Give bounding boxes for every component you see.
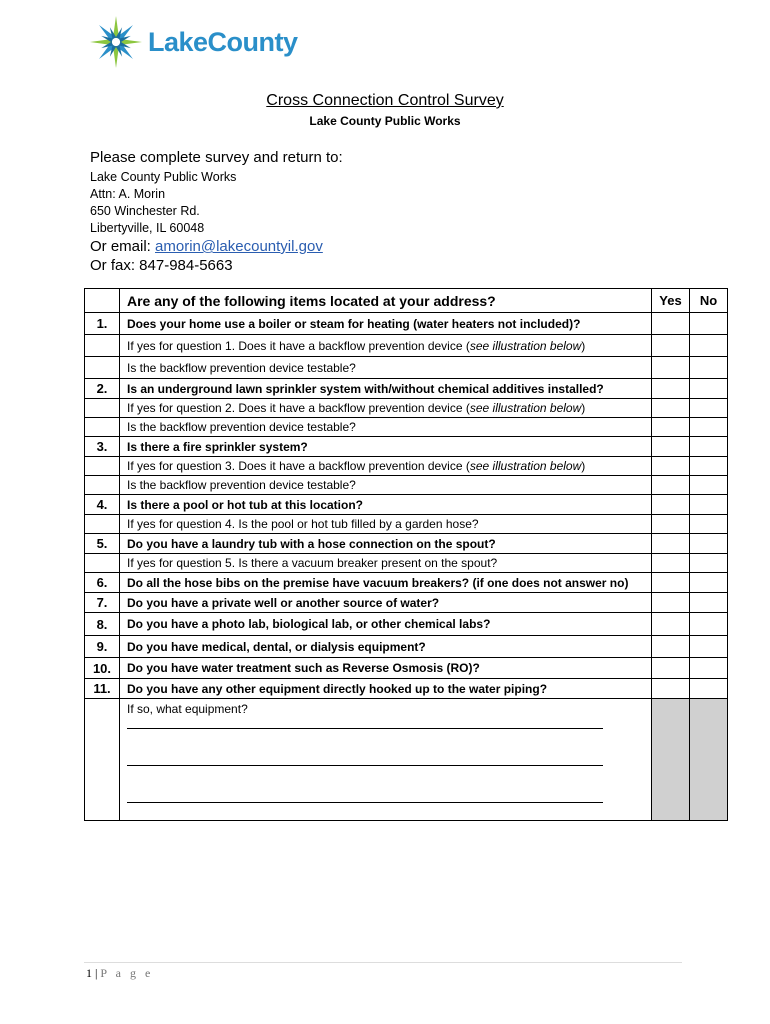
address-line-street: 650 Winchester Rd.: [90, 204, 200, 218]
question-number: 3.: [85, 437, 120, 457]
no-cell[interactable]: [690, 335, 728, 357]
question-number: [85, 457, 120, 476]
table-row: [85, 534, 728, 554]
table-row: [85, 679, 728, 699]
yes-cell[interactable]: [652, 554, 690, 573]
table-row: [85, 573, 728, 593]
question-text: Do you have a private well or another source of water?: [120, 593, 652, 613]
page-subtitle: Lake County Public Works: [309, 114, 461, 128]
question-text: If yes for question 2. Does it have a backflow prevention device (see illustration below): [120, 399, 652, 418]
yes-cell[interactable]: [652, 357, 690, 379]
question-number: [85, 418, 120, 437]
question-text: Do you have water treatment such as Reverse Osmosis (RO)?: [120, 658, 652, 679]
table-row: [85, 658, 728, 679]
table-row: [85, 313, 728, 335]
question-number: [85, 515, 120, 534]
header-yes: Yes: [652, 289, 690, 313]
question-number: [85, 335, 120, 357]
question-number: 9.: [85, 636, 120, 658]
question-text: Does your home use a boiler or steam for heating (water heaters not included)?: [120, 313, 652, 335]
question-number: [85, 476, 120, 495]
yes-cell[interactable]: [652, 418, 690, 437]
address-line-city: Libertyville, IL 60048: [90, 221, 205, 235]
question-number: 1.: [85, 313, 120, 335]
no-cell[interactable]: [690, 437, 728, 457]
table-row: [85, 636, 728, 658]
yes-cell[interactable]: [652, 335, 690, 357]
yes-cell[interactable]: [652, 437, 690, 457]
table-row: [85, 399, 728, 418]
table-row: [85, 554, 728, 573]
question-text: Is the backflow prevention device testable?: [120, 357, 652, 379]
table-row: [85, 437, 728, 457]
yes-cell[interactable]: [652, 313, 690, 335]
question-number: [85, 554, 120, 573]
equipment-row: [85, 699, 728, 821]
question-number: [85, 699, 120, 821]
table-row: [85, 418, 728, 437]
equipment-question: [120, 699, 652, 821]
question-text: Is the backflow prevention device testable?: [120, 476, 652, 495]
table-row: [85, 593, 728, 613]
no-cell[interactable]: [690, 357, 728, 379]
no-cell[interactable]: [690, 418, 728, 437]
question-number: 5.: [85, 534, 120, 554]
table-row: [85, 335, 728, 357]
yes-cell-disabled: [652, 699, 690, 821]
question-text: Is the backflow prevention device testable?: [120, 418, 652, 437]
question-text: If yes for question 3. Does it have a backflow prevention device (see illustration below): [120, 457, 652, 476]
table-row: [85, 515, 728, 534]
question-number: 6.: [85, 573, 120, 593]
table-row: [85, 476, 728, 495]
no-cell[interactable]: [690, 515, 728, 534]
no-cell[interactable]: [690, 658, 728, 679]
question-text: Is there a pool or hot tub at this location?: [120, 495, 652, 515]
yes-cell[interactable]: [652, 593, 690, 613]
table-row: [85, 357, 728, 379]
question-number: 10.: [85, 658, 120, 679]
question-text: Do you have medical, dental, or dialysis equipment?: [120, 636, 652, 658]
yes-cell[interactable]: [652, 534, 690, 554]
email-label: Or email:: [90, 238, 156, 255]
question-text: Is an underground lawn sprinkler system with/without chemical additives installed?: [120, 379, 652, 399]
yes-cell[interactable]: [652, 399, 690, 418]
table-row: [85, 379, 728, 399]
no-cell[interactable]: [690, 636, 728, 658]
return-address-block: [90, 148, 343, 275]
footer-divider: [84, 962, 682, 963]
yes-cell[interactable]: [652, 457, 690, 476]
equipment-answer-line-1[interactable]: [127, 716, 603, 729]
question-number: [85, 399, 120, 418]
table-row: [85, 495, 728, 515]
question-text: If yes for question 4. Is the pool or hot tub filled by a garden hose?: [120, 515, 652, 534]
question-number: 7.: [85, 593, 120, 613]
yes-cell[interactable]: [652, 573, 690, 593]
yes-cell[interactable]: [652, 679, 690, 699]
email-link[interactable]: amorin@lakecountyil.gov: [155, 238, 323, 255]
yes-cell[interactable]: [652, 495, 690, 515]
question-text: If yes for question 1. Does it have a backflow prevention device (see illustration below): [120, 335, 652, 357]
yes-cell[interactable]: [652, 658, 690, 679]
no-cell[interactable]: [690, 554, 728, 573]
no-cell[interactable]: [690, 613, 728, 636]
no-cell[interactable]: [690, 313, 728, 335]
question-text: Do you have any other equipment directly hooked up to the water piping?: [120, 679, 652, 699]
lake-county-logo: [88, 14, 298, 70]
question-number: 4.: [85, 495, 120, 515]
snowflake-logo-icon: [88, 14, 144, 70]
table-header-row: [85, 289, 728, 313]
yes-cell[interactable]: [652, 515, 690, 534]
question-number: [85, 357, 120, 379]
survey-table: [84, 288, 728, 821]
header-question: Are any of the following items located at your address?: [120, 289, 652, 313]
table-row: [85, 457, 728, 476]
page-number: 1: [86, 966, 92, 980]
question-number: 8.: [85, 613, 120, 636]
table-row: [85, 613, 728, 636]
page-separator: |: [92, 966, 101, 980]
question-number: 2.: [85, 379, 120, 399]
equipment-answer-line-3[interactable]: [127, 790, 603, 803]
header-num-cell: [85, 289, 120, 313]
question-text: Do you have a laundry tub with a hose connection on the spout?: [120, 534, 652, 554]
question-text: If yes for question 5. Is there a vacuum breaker present on the spout?: [120, 554, 652, 573]
equipment-answer-line-2[interactable]: [127, 753, 603, 766]
page-title: Cross Connection Control Survey: [266, 92, 504, 109]
yes-cell[interactable]: [652, 613, 690, 636]
no-cell[interactable]: [690, 679, 728, 699]
no-cell[interactable]: [690, 593, 728, 613]
header-no: No: [690, 289, 728, 313]
address-line-org: Lake County Public Works: [90, 170, 237, 184]
no-cell[interactable]: [690, 379, 728, 399]
no-cell[interactable]: [690, 495, 728, 515]
address-line-attn: Attn: A. Morin: [90, 187, 166, 201]
page-label: P a g e: [100, 966, 154, 980]
no-cell[interactable]: [690, 476, 728, 495]
question-text: Is there a fire sprinkler system?: [120, 437, 652, 457]
page-footer: [86, 966, 153, 981]
return-instructions: Please complete survey and return to:: [90, 149, 343, 166]
email-line: [90, 237, 343, 256]
fax-line: Or fax: 847-984-5663: [90, 257, 233, 274]
no-cell[interactable]: [690, 534, 728, 554]
yes-cell[interactable]: [652, 476, 690, 495]
no-cell[interactable]: [690, 573, 728, 593]
question-text: Do you have a photo lab, biological lab, or other chemical labs?: [120, 613, 652, 636]
no-cell-disabled: [690, 699, 728, 821]
yes-cell[interactable]: [652, 379, 690, 399]
question-text: Do all the hose bibs on the premise have vacuum breakers? (if one does not answer no): [120, 573, 652, 593]
logo-text: LakeCounty: [148, 26, 298, 57]
equipment-prompt: If so, what equipment?: [127, 702, 248, 716]
no-cell[interactable]: [690, 457, 728, 476]
no-cell[interactable]: [690, 399, 728, 418]
yes-cell[interactable]: [652, 636, 690, 658]
question-number: 11.: [85, 679, 120, 699]
